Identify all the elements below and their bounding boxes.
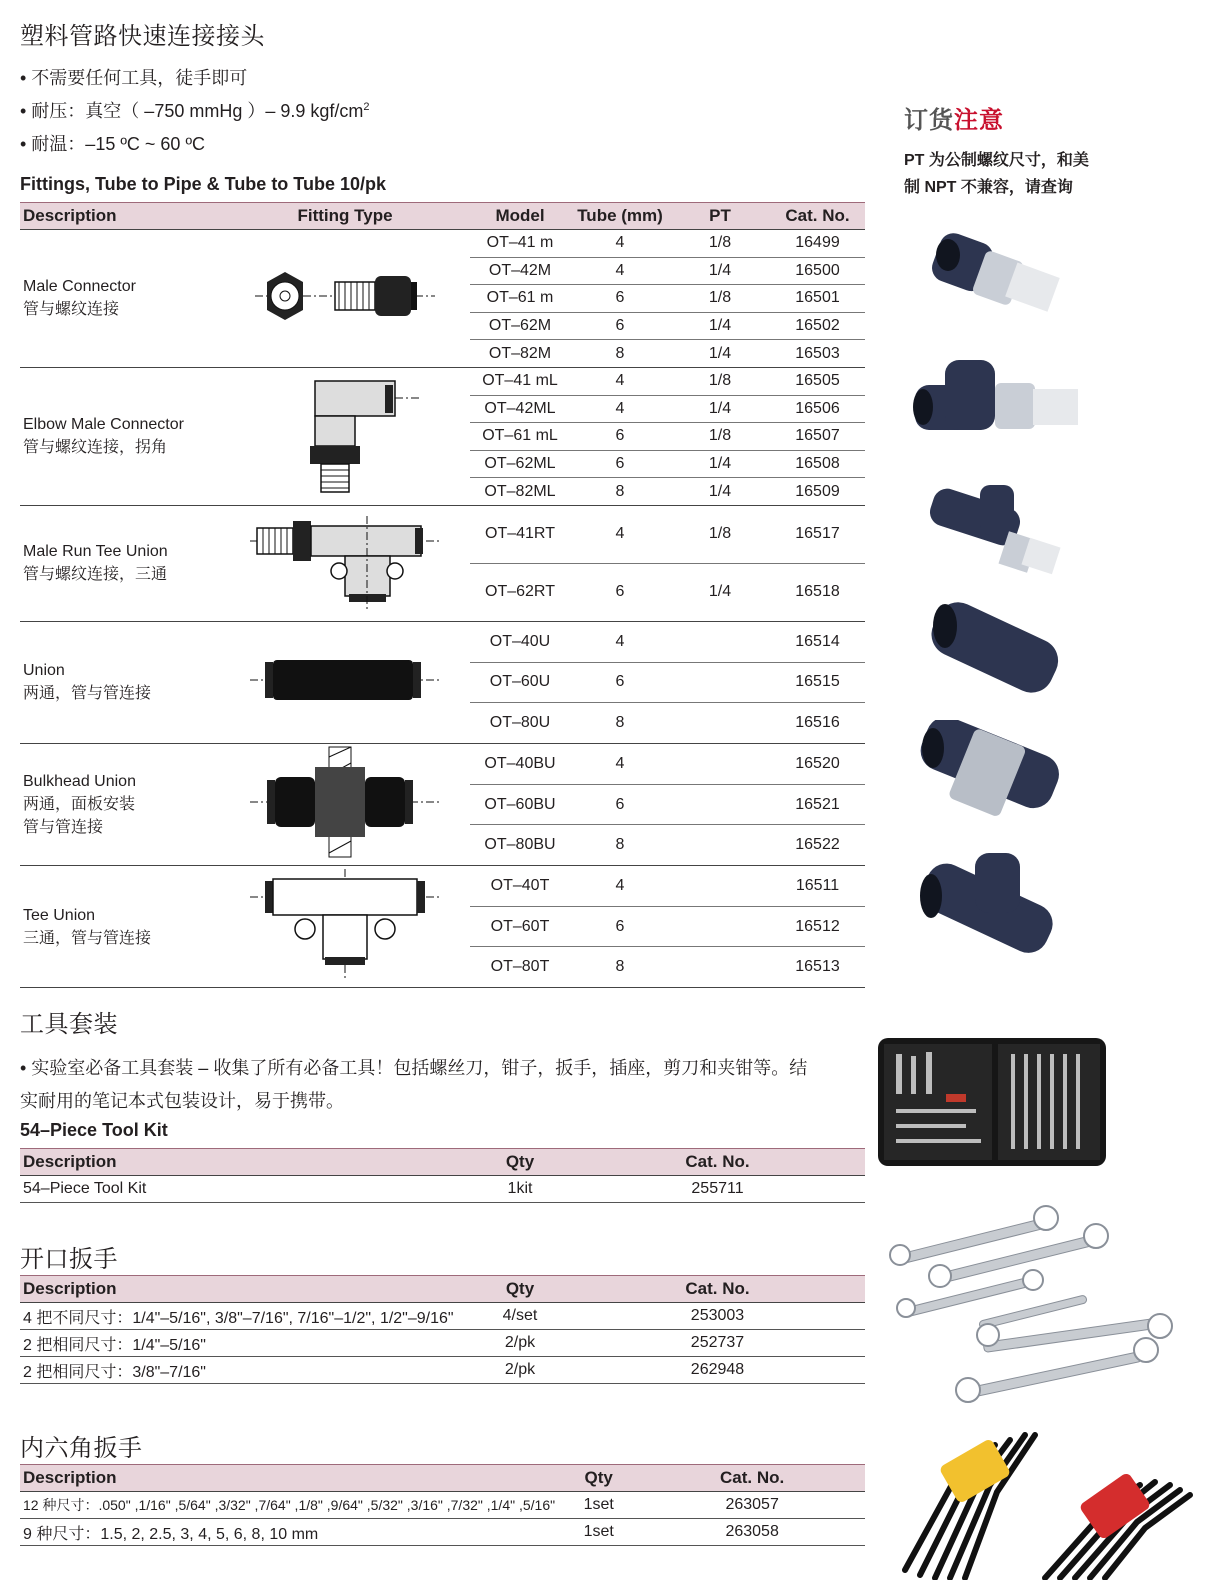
cell-tube: 4 [570, 505, 670, 563]
cell-description: 2 把相同尺寸：3/8"–7/16" [20, 1357, 470, 1384]
male-connector-drawing [220, 230, 470, 368]
cell-tube: 8 [570, 703, 670, 744]
col-header-cat-no: Cat. No. [770, 203, 865, 230]
union-photo [925, 600, 1065, 705]
cell-pt: 1/8 [670, 285, 770, 313]
cell-model: OT–82M [470, 340, 570, 368]
cell-tube: 6 [570, 450, 670, 478]
cell-cat-no: 16505 [770, 367, 865, 395]
cell-pt: 1/4 [670, 395, 770, 423]
table-row [20, 1303, 865, 1330]
cell-tube: 4 [570, 230, 670, 258]
table-row [20, 230, 865, 258]
cell-cat-no: 16518 [770, 563, 865, 621]
cell-pt [670, 744, 770, 785]
fitting-description [20, 230, 220, 368]
col-header-model: Model [470, 203, 570, 230]
cell-tube: 4 [570, 866, 670, 907]
table-row [20, 1330, 865, 1357]
fitting-name-cn: 两通，面板安装 [23, 796, 136, 814]
fitting-name-en: Male Run Tee Union [23, 543, 168, 561]
cell-model: OT–40BU [470, 744, 570, 785]
cell-pt [670, 825, 770, 866]
hex-table [20, 1464, 865, 1546]
cell-cat-no: 16511 [770, 866, 865, 907]
cell-description: 2 把相同尺寸：1/4"–5/16" [20, 1330, 470, 1357]
table-row [20, 367, 865, 395]
col-header-cat-no: Cat. No. [570, 1149, 865, 1176]
cell-pt: 1/4 [670, 563, 770, 621]
fitting-name-en: Male Connector [23, 278, 136, 296]
fitting-description [20, 621, 220, 743]
elbow-connector-photo [905, 355, 1085, 450]
cell-cat-no: 16499 [770, 230, 865, 258]
cell-model: OT–80T [470, 947, 570, 988]
cell-qty: 4/set [470, 1303, 570, 1330]
cell-cat-no: 16506 [770, 395, 865, 423]
cell-cat-no: 16501 [770, 285, 865, 313]
cell-pt [670, 947, 770, 988]
cell-cat-no: 16500 [770, 257, 865, 285]
table-row [20, 621, 865, 662]
fitting-description [20, 744, 220, 866]
hex-key-photo [885, 1410, 1205, 1580]
cell-tube: 6 [570, 312, 670, 340]
cell-model: OT–61 mL [470, 423, 570, 451]
table-row [20, 1357, 865, 1384]
cell-cat-no: 16515 [770, 662, 865, 703]
cell-tube: 4 [570, 257, 670, 285]
cell-cat-no: 16503 [770, 340, 865, 368]
union-drawing [220, 621, 470, 743]
cell-model: OT–41 m [470, 230, 570, 258]
col-header-cat-no: Cat. No. [570, 1276, 865, 1303]
cell-model: OT–60U [470, 662, 570, 703]
feature-bullet: • 不需要任何工具，徒手即可 [20, 68, 248, 88]
cell-pt: 1/8 [670, 230, 770, 258]
cell-model: OT–40U [470, 621, 570, 662]
cell-cat-no: 253003 [570, 1303, 865, 1330]
cell-tube: 4 [570, 395, 670, 423]
cell-pt: 1/4 [670, 257, 770, 285]
cell-cat-no: 16517 [770, 505, 865, 563]
toolkit-subtitle: 54–Piece Tool Kit [20, 1120, 168, 1140]
cell-model: OT–62M [470, 312, 570, 340]
cell-tube: 6 [570, 662, 670, 703]
table-row [20, 1492, 865, 1519]
cell-pt [670, 784, 770, 825]
cell-cat-no: 16522 [770, 825, 865, 866]
cell-cat-no: 263057 [639, 1492, 865, 1519]
cell-model: OT–60T [470, 906, 570, 947]
cell-cat-no: 16509 [770, 478, 865, 506]
fittings-header-row [20, 203, 865, 230]
feature-bullet: • 耐温：–15 ºC ~ 60 ºC [20, 134, 206, 154]
col-header-description: Description [20, 1276, 470, 1303]
col-header-qty: Qty [558, 1465, 639, 1492]
col-header-pt: PT [670, 203, 770, 230]
cell-cat-no: 16502 [770, 312, 865, 340]
cell-qty: 1kit [470, 1176, 570, 1203]
cell-cat-no: 16507 [770, 423, 865, 451]
cell-cat-no: 16521 [770, 784, 865, 825]
cell-pt: 1/4 [670, 450, 770, 478]
cell-tube: 6 [570, 423, 670, 451]
cell-model: OT–62RT [470, 563, 570, 621]
tee-union-photo [915, 848, 1065, 968]
fitting-name-cn: 三通，管与管连接 [23, 929, 152, 947]
fitting-name-en: Union [23, 662, 65, 680]
cell-tube: 4 [570, 367, 670, 395]
cell-tube: 6 [570, 784, 670, 825]
run-tee-drawing [220, 505, 470, 621]
elbow-connector-drawing [220, 367, 470, 505]
cell-tube: 8 [570, 947, 670, 988]
tee-drawing [220, 866, 470, 988]
toolkit-description: • 实验室必备工具套装 – 收集了所有必备工具！包括螺丝刀，钳子，扳手，插座，剪刀和夹钳等。结 [20, 1058, 808, 1078]
col-header-fitting-type: Fitting Type [220, 203, 470, 230]
cell-description: 4 把不同尺寸：1/4"–5/16", 3/8"–7/16", 7/16"–1/2", 1/2"–9/16" [20, 1303, 470, 1330]
page-title: 塑料管路快速连接接头 [20, 23, 265, 50]
cell-pt [670, 866, 770, 907]
cell-pt: 1/4 [670, 478, 770, 506]
cell-tube: 4 [570, 744, 670, 785]
cell-model: OT–42M [470, 257, 570, 285]
fitting-name-cn: 管与管连接 [23, 819, 104, 837]
fitting-name-en: Tee Union [23, 906, 96, 924]
cell-cat-no: 16520 [770, 744, 865, 785]
cell-model: OT–61 m [470, 285, 570, 313]
fitting-description [20, 866, 220, 988]
cell-pt [670, 662, 770, 703]
toolkit-photo [876, 1034, 1111, 1169]
cell-model: OT–40T [470, 866, 570, 907]
bulkhead-drawing [220, 744, 470, 866]
table-row [20, 1519, 865, 1546]
cell-cat-no: 16512 [770, 906, 865, 947]
table-row [20, 744, 865, 785]
fitting-name-en: Bulkhead Union [23, 773, 136, 791]
cell-model: OT–42ML [470, 395, 570, 423]
cell-cat-no: 255711 [570, 1176, 865, 1203]
col-header-tube: Tube (mm) [570, 203, 670, 230]
cell-cat-no: 16516 [770, 703, 865, 744]
feature-bullet: • 耐压：真空（ –750 mmHg ）– 9.9 kgf/$cm^2$ [20, 101, 370, 121]
cell-model: OT–80BU [470, 825, 570, 866]
fittings-subtitle: Fittings, Tube to Pipe & Tube to Tube 10/pk [20, 174, 386, 194]
cell-pt: 1/4 [670, 312, 770, 340]
cell-cat-no: 16508 [770, 450, 865, 478]
col-header-description: Description [20, 203, 220, 230]
col-header-description: Description [20, 1149, 470, 1176]
male-connector-photo [920, 225, 1070, 315]
table-row [20, 1176, 865, 1203]
bulkhead-photo [915, 720, 1065, 830]
cell-tube: 6 [570, 906, 670, 947]
hex-title: 内六角扳手 [20, 1435, 143, 1462]
cell-cat-no: 16514 [770, 621, 865, 662]
cell-tube: 6 [570, 563, 670, 621]
wrench-table [20, 1275, 865, 1384]
cell-pt [670, 621, 770, 662]
wrench-photo [878, 1200, 1178, 1415]
ordering-note-title: 订货注意 [904, 107, 1004, 134]
toolkit-title: 工具套装 [20, 1011, 118, 1038]
table-row [20, 505, 865, 563]
run-tee-photo [925, 480, 1065, 585]
cell-model: OT–41 mL [470, 367, 570, 395]
cell-tube: 4 [570, 621, 670, 662]
cell-pt: 1/8 [670, 367, 770, 395]
cell-cat-no: 263058 [639, 1519, 865, 1546]
cell-model: OT–62ML [470, 450, 570, 478]
cell-model: OT–80U [470, 703, 570, 744]
col-header-qty: Qty [470, 1149, 570, 1176]
toolkit-description-cont: 实耐用的笔记本式包装设计，易于携带。 [20, 1091, 344, 1111]
fitting-description [20, 505, 220, 621]
toolkit-table [20, 1148, 865, 1203]
cell-cat-no: 262948 [570, 1357, 865, 1384]
fitting-name-cn: 管与螺纹连接，拐角 [23, 439, 168, 457]
cell-pt: 1/8 [670, 423, 770, 451]
cell-pt [670, 703, 770, 744]
cell-pt: 1/8 [670, 505, 770, 563]
cell-qty: 1set [558, 1519, 639, 1546]
cell-model: OT–41RT [470, 505, 570, 563]
cell-description: 54–Piece Tool Kit [20, 1176, 470, 1203]
cell-pt [670, 906, 770, 947]
fitting-name-cn: 管与螺纹连接 [23, 301, 120, 319]
ordering-note-text: PT 为公制螺纹尺寸，和美 制 NPT 不兼容，请查询 [904, 152, 1089, 196]
fitting-name-en: Elbow Male Connector [23, 416, 184, 434]
fitting-name-cn: 两通，管与管连接 [23, 685, 152, 703]
table-row [20, 866, 865, 907]
cell-model: OT–82ML [470, 478, 570, 506]
fitting-name-cn: 管与螺纹连接，三通 [23, 566, 168, 584]
cell-tube: 6 [570, 285, 670, 313]
cell-description: 9 种尺寸：1.5, 2, 2.5, 3, 4, 5, 6, 8, 10 mm [20, 1519, 558, 1546]
cell-model: OT–60BU [470, 784, 570, 825]
wrench-title: 开口扳手 [20, 1246, 118, 1273]
cell-qty: 1set [558, 1492, 639, 1519]
col-header-description: Description [20, 1465, 558, 1492]
cell-qty: 2/pk [470, 1357, 570, 1384]
cell-qty: 2/pk [470, 1330, 570, 1357]
cell-description: 12 种尺寸：.050" ,1/16" ,5/64" ,3/32" ,7/64" ,1/8" ,9/64" ,5/32" ,3/16" ,7/32" ,1/4" ,5/16" [20, 1492, 558, 1519]
col-header-qty: Qty [470, 1276, 570, 1303]
cell-tube: 8 [570, 340, 670, 368]
fittings-table [20, 202, 865, 988]
cell-tube: 8 [570, 825, 670, 866]
cell-cat-no: 16513 [770, 947, 865, 988]
cell-tube: 8 [570, 478, 670, 506]
cell-cat-no: 252737 [570, 1330, 865, 1357]
cell-pt: 1/4 [670, 340, 770, 368]
col-header-cat-no: Cat. No. [639, 1465, 865, 1492]
fitting-description [20, 367, 220, 505]
